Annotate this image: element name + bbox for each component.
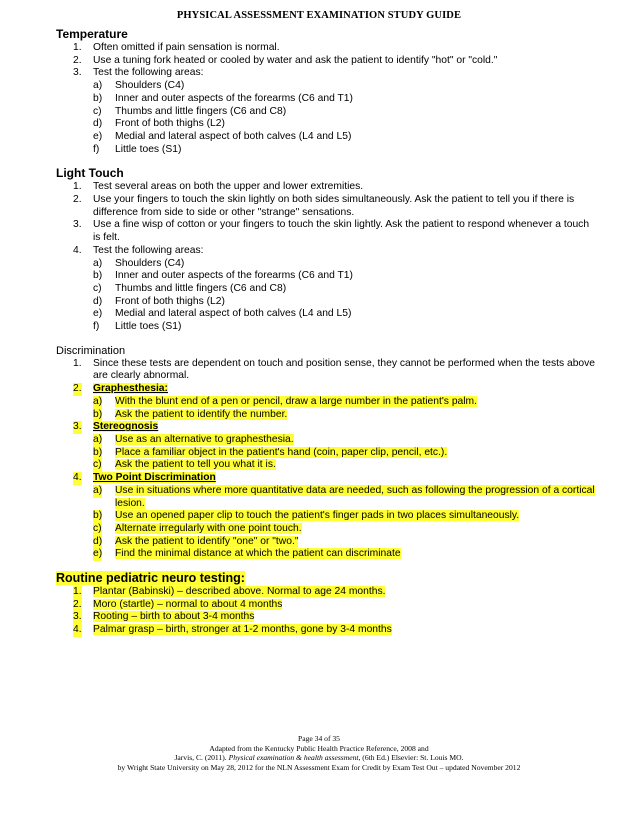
light-touch-list bbox=[56, 181, 596, 333]
list-item: b) Place a familiar object in the patient's hand (coin, paper clip, pencil, etc.). bbox=[93, 446, 448, 458]
document-body bbox=[56, 27, 596, 637]
pediatric-list bbox=[56, 586, 596, 637]
list-item: d) Front of both thighs (L2) bbox=[93, 295, 225, 307]
footer-line: Adapted from the Kentucky Public Health Practice Reference, 2008 and bbox=[209, 743, 429, 753]
list-item: 3. Test the following areas: a) Shoulders (C4) b) Inner and outer aspects of the forearms (C6 and T1) c) Thumbs and little fingers (C6 and C8) d) Front of both thighs (L2) e) Medial and lateral aspect of both calves (L4 and L5) f) Little toes (S1) bbox=[56, 67, 596, 156]
list-item: c) Alternate irregularly with one point touch. bbox=[93, 522, 302, 534]
discrimination-list bbox=[56, 358, 596, 561]
list-item: 4. Test the following areas: a) Shoulders (C4) b) Inner and outer aspects of the forearms (C6 and T1) c) Thumbs and little fingers (C6 and C8) d) Front of both thighs (L2) e) Medial and lateral aspect of both calves (L4 and L5) f) Little toes (S1) bbox=[56, 245, 596, 334]
list-item: b) Inner and outer aspects of the forearms (C6 and T1) bbox=[93, 92, 353, 104]
list-item: d) Ask the patient to identify "one" or "two." bbox=[93, 535, 299, 547]
list-item: 1. Plantar (Babinski) – described above. Normal to age 24 months. bbox=[73, 586, 386, 598]
page-number: Page 34 of 35 bbox=[298, 734, 340, 743]
list-item: b) Inner and outer aspects of the forearms (C6 and T1) bbox=[93, 270, 353, 282]
list-item: 4. Two Point Discrimination a) Use in situations where more quantitative data are needed, such as following the progression of a cortical lesion. b) Use an opened paper clip to touch the patient's finger pads in two places simultaneously. c) Alternate irregularly with one point touch. d) Ask the patient to identify "one" or "two." e) Find the minimal distance at which the patient can discriminate bbox=[56, 472, 596, 561]
list-item: a) Shoulders (C4) bbox=[93, 80, 185, 92]
light-touch-areas bbox=[93, 258, 596, 334]
light-touch-heading: Light Touch bbox=[56, 166, 124, 181]
discrimination-heading: Discrimination bbox=[56, 344, 126, 357]
list-item: a) With the blunt end of a pen or pencil, draw a large number in the patient's palm. bbox=[93, 395, 477, 407]
list-item: 3. Stereognosis a) Use as an alternative to graphesthesia. b) Place a familiar object in the patient's hand (coin, paper clip, pencil, etc.). c) Ask the patient to tell you what it is. bbox=[56, 421, 596, 472]
two-point-label: Two Point Discrimination bbox=[93, 472, 216, 484]
list-item: e) Medial and lateral aspect of both calves (L4 and L5) bbox=[93, 130, 352, 142]
temperature-areas bbox=[93, 80, 596, 156]
page-title: PHYSICAL ASSESSMENT EXAMINATION STUDY GUIDE bbox=[176, 10, 462, 21]
list-item: 2. Graphesthesia: a) With the blunt end of a pen or pencil, draw a large number in the patient's palm. b) Ask the patient to identify the number. bbox=[56, 383, 596, 421]
list-item: f) Little toes (S1) bbox=[93, 143, 182, 155]
list-item: e) Find the minimal distance at which the patient can discriminate bbox=[93, 548, 401, 560]
list-item: 1. Test several areas on both the upper and lower extremities. bbox=[73, 181, 364, 193]
list-item: a) Shoulders (C4) bbox=[93, 257, 185, 269]
list-item: 2. Use your fingers to touch the skin lightly on both sides simultaneously. Ask the patient to tell you if there is difference from side to side or other "strange" sensations. bbox=[73, 194, 575, 218]
list-item: e) Medial and lateral aspect of both calves (L4 and L5) bbox=[93, 308, 352, 320]
list-item: c) Thumbs and little fingers (C6 and C8) bbox=[93, 282, 287, 294]
footer-citation: Jarvis, C. (2011). Physical examination & health assessment, (6th Ed.) Elsevier: St. Louis MO. bbox=[174, 753, 464, 762]
list-item: f) Little toes (S1) bbox=[93, 321, 182, 333]
list-item: b) Use an opened paper clip to touch the patient's finger pads in two places simultaneously. bbox=[93, 510, 520, 522]
list-item: 3. Use a fine wisp of cotton or your fingers to touch the skin lightly. Ask the patient to respond whenever a touch is felt. bbox=[73, 219, 590, 244]
list-item: 2. Moro (startle) – normal to about 4 months bbox=[73, 598, 283, 610]
list-item: a) Use in situations where more quantitative data are needed, such as following the progression of a cortical lesion. bbox=[93, 484, 595, 509]
page-footer bbox=[0, 734, 638, 772]
list-item: c) Thumbs and little fingers (C6 and C8) bbox=[93, 105, 287, 117]
list-item: 3. Rooting – birth to about 3-4 months bbox=[73, 611, 255, 623]
list-item: d) Front of both thighs (L2) bbox=[93, 118, 225, 130]
list-item: 1. Since these tests are dependent on touch and position sense, they cannot be performed when the tests above are clearly abnormal. bbox=[73, 357, 596, 382]
graphesthesia-label: Graphesthesia: bbox=[93, 383, 168, 395]
list-item: 2. Use a tuning fork heated or cooled by water and ask the patient to identify "hot" or "cold." bbox=[73, 54, 498, 66]
list-item: b) Ask the patient to identify the number. bbox=[93, 408, 288, 420]
list-item: 4. Palmar grasp – birth, stronger at 1-2 months, gone by 3-4 months bbox=[73, 624, 392, 636]
list-item: a) Use as an alternative to graphesthesia. bbox=[93, 433, 294, 445]
list-item: c) Ask the patient to tell you what it is. bbox=[93, 459, 276, 471]
list-item: 1. Often omitted if pain sensation is normal. bbox=[73, 42, 280, 53]
pediatric-heading: Routine pediatric neuro testing: bbox=[56, 571, 245, 586]
temperature-list bbox=[56, 42, 596, 156]
temperature-heading: Temperature bbox=[56, 27, 128, 41]
stereognosis-label: Stereognosis bbox=[93, 421, 159, 433]
footer-line: by Wright State University on May 28, 2012 for the NLN Assessment Exam for Credit by Exam Test Out – updated November 2012 bbox=[117, 762, 521, 772]
